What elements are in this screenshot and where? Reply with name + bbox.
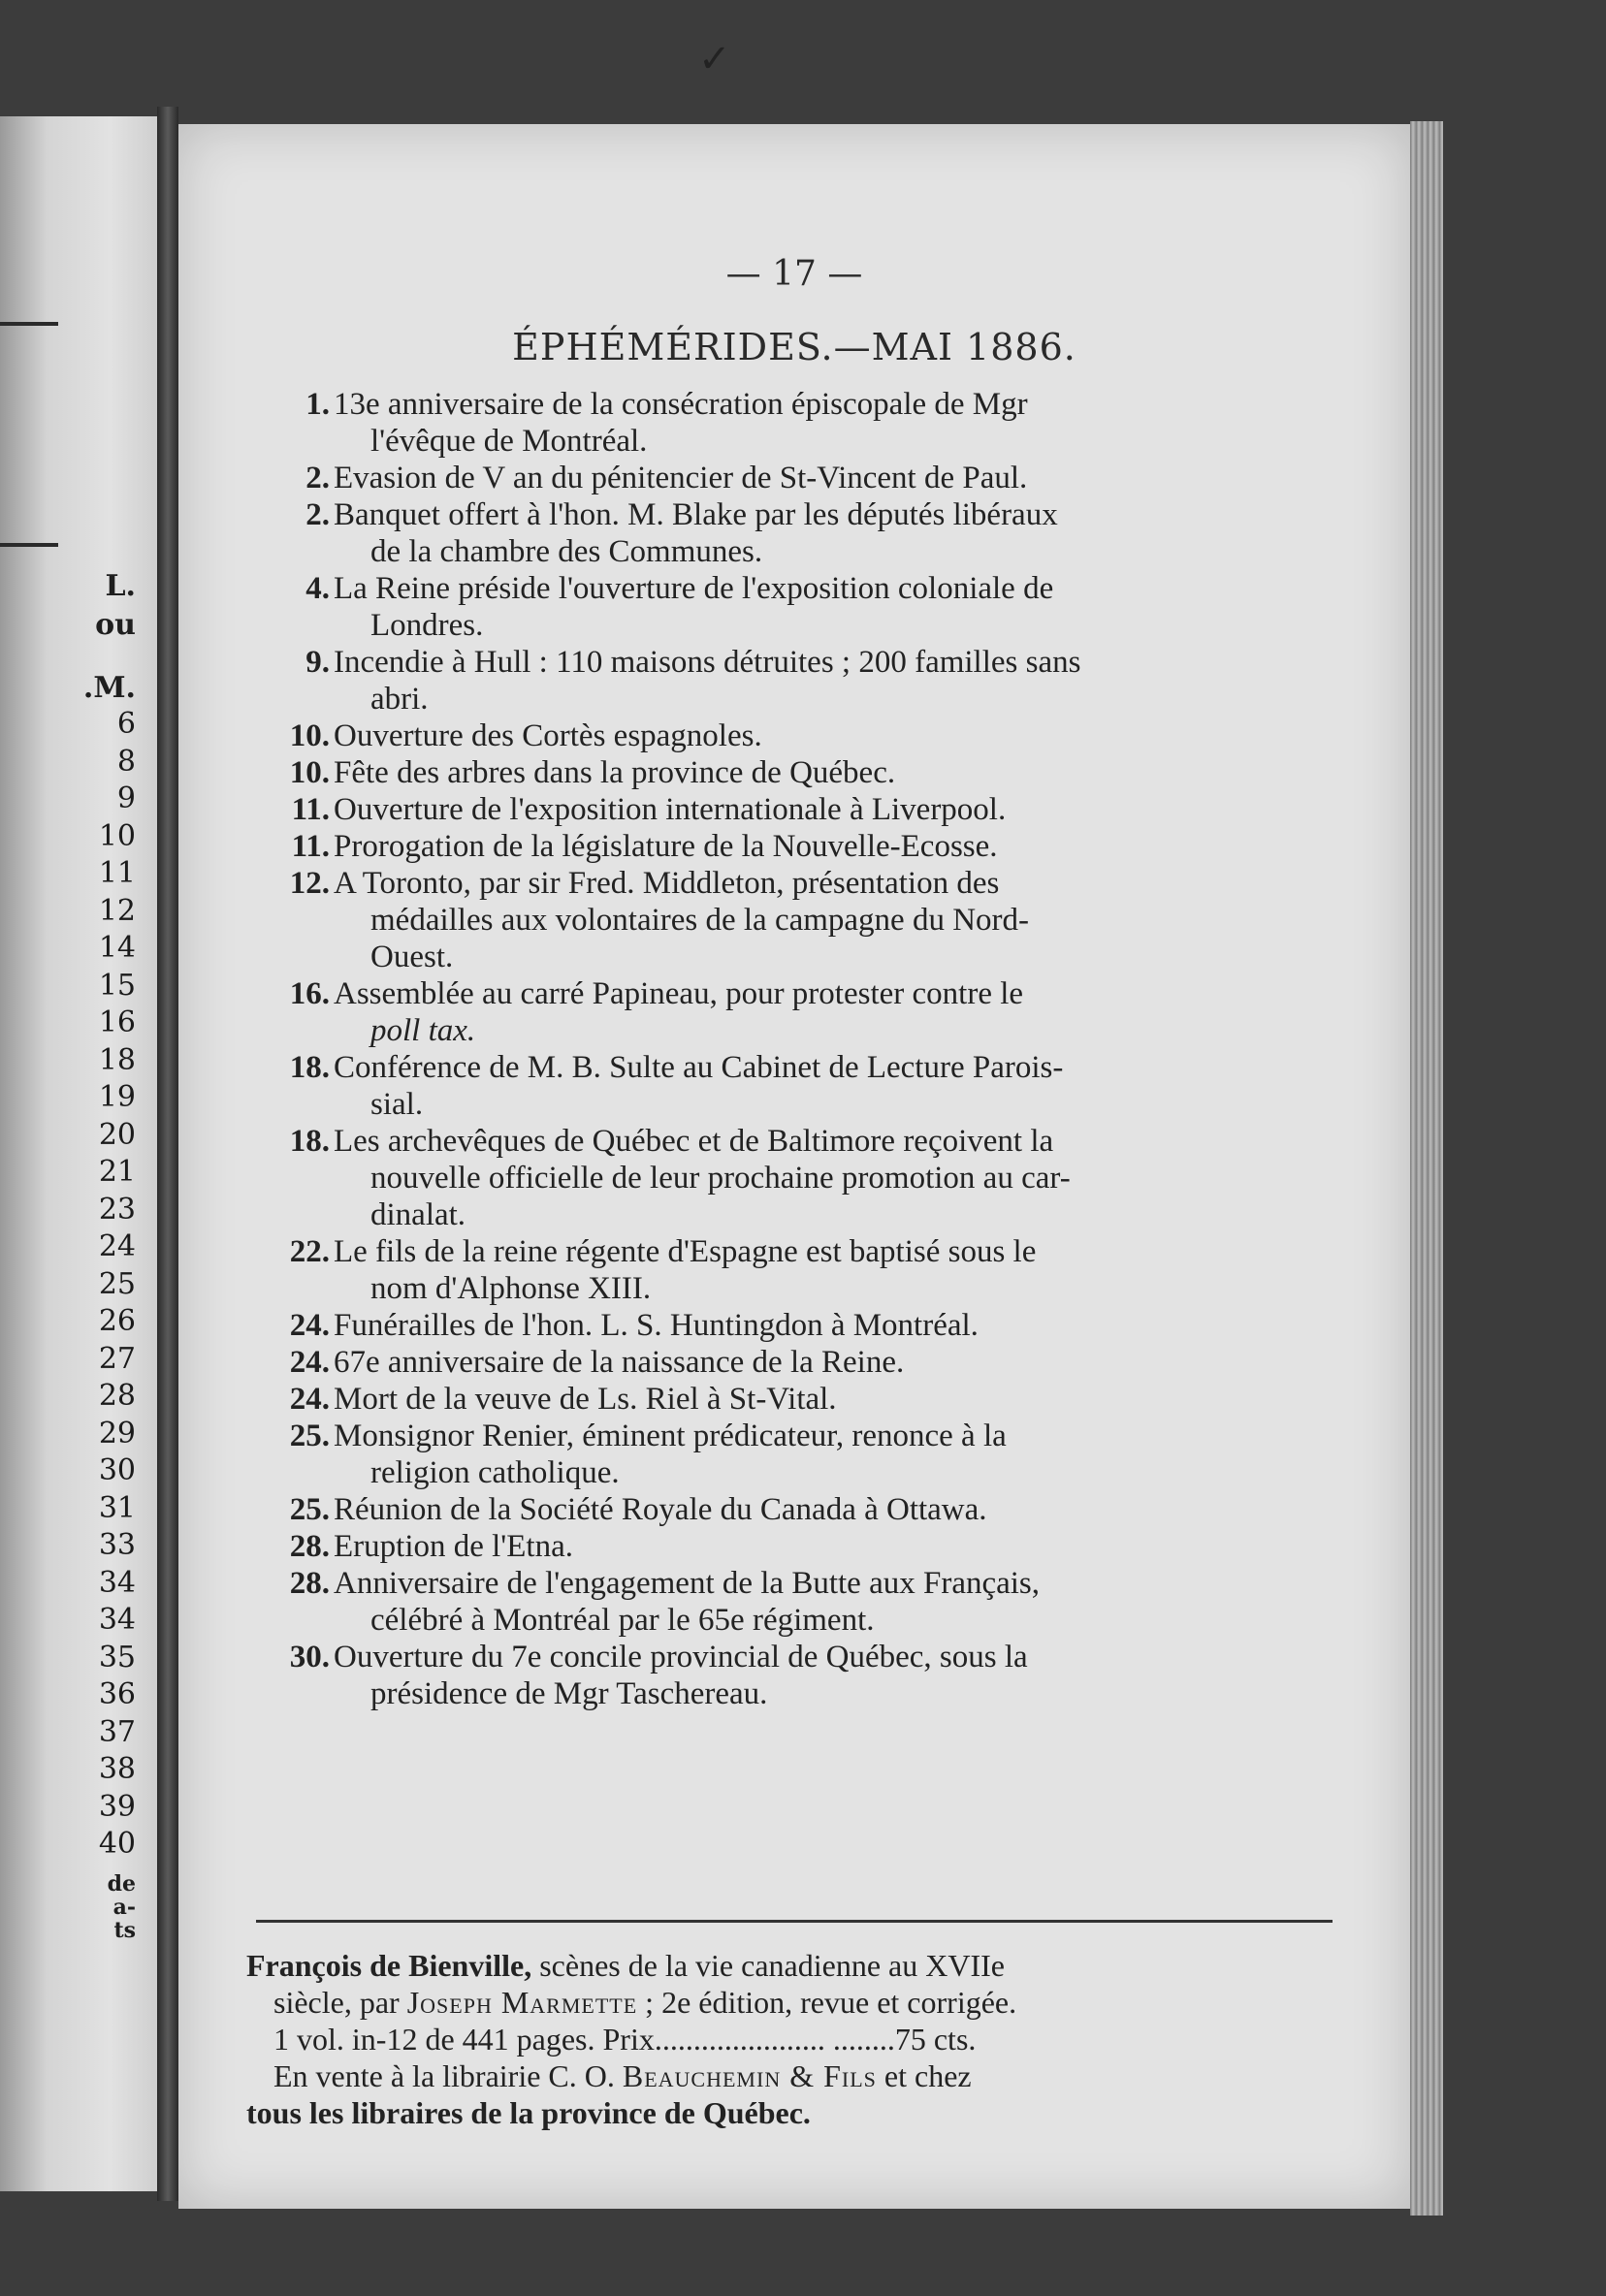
facing-page-number: 38 <box>98 1752 136 1786</box>
entry-line: Ouverture de l'exposition internationale à Liverpool. <box>334 792 1007 827</box>
facing-page-number: 27 <box>98 1341 136 1376</box>
facing-page-number: 11 <box>98 856 136 890</box>
entry-line: Les archevêques de Québec et de Baltimore reçoivent la <box>334 1124 1054 1159</box>
facing-page-number: 35 <box>98 1640 136 1674</box>
entry-line: La Reine préside l'ouverture de l'exposition coloniale de <box>334 571 1054 606</box>
scan-mark: ✓ <box>698 37 731 81</box>
ad-line <box>246 1947 1342 1984</box>
ephemeris-entry <box>275 718 1362 754</box>
ephemeris-entry <box>275 754 1362 791</box>
entry-line: dinalat. <box>370 1197 466 1232</box>
entry-line: Le fils de la reine régente d'Espagne est baptisé sous le <box>334 1234 1037 1269</box>
facing-page-number: 24 <box>98 1229 136 1263</box>
ephemeris-entry <box>275 1233 1362 1307</box>
entry-line: présidence de Mgr Taschereau. <box>370 1676 768 1711</box>
entry-line: Anniversaire de l'engagement de la Butte aux Français, <box>334 1566 1041 1601</box>
facing-page-number: 36 <box>98 1677 136 1711</box>
entry-day: 2. <box>305 497 330 532</box>
entry-day: 24. <box>289 1382 330 1417</box>
facing-page-number: 20 <box>98 1117 136 1152</box>
entry-text <box>334 1491 1362 1528</box>
page-edge <box>1410 121 1443 2216</box>
ephemeris-entry <box>275 644 1362 718</box>
ad-author: Joseph Marmette <box>406 1985 638 2020</box>
entry-line: sial. <box>370 1087 424 1122</box>
entry-day: 28. <box>289 1566 330 1601</box>
facing-page-number: 34 <box>98 1603 136 1637</box>
entry-text <box>334 1639 1362 1712</box>
entry-text <box>334 718 1362 754</box>
entry-line: Ouverture du 7e concile provincial de Québec, sous la <box>334 1640 1028 1674</box>
ephemeris-entry <box>275 460 1362 496</box>
ephemeris-entry <box>275 1123 1362 1233</box>
entry-line: Ouverture des Cortès espagnoles. <box>334 718 762 753</box>
entry-day: 18. <box>289 1124 330 1159</box>
facing-page-text: .M. <box>82 671 136 705</box>
ephemeris-entry <box>275 496 1362 570</box>
entry-day: 11. <box>291 829 330 864</box>
entry-day: 9. <box>305 645 330 680</box>
entry-line: Incendie à Hull : 110 maisons détruites ; 200 familles sans <box>334 645 1081 680</box>
book-advertisement <box>246 1947 1342 2131</box>
entry-day: 12. <box>289 866 330 901</box>
entry-line: nom d'Alphonse XIII. <box>370 1271 652 1306</box>
entry-text <box>334 1344 1362 1381</box>
ad-text: et chez <box>876 2058 972 2093</box>
ad-text: ; 2e édition, revue et corrigée. <box>637 1985 1017 2020</box>
entry-line: religion catholique. <box>370 1455 620 1490</box>
entry-line: célébré à Montréal par le 65e régiment. <box>370 1603 875 1638</box>
entry-line: Ouest. <box>370 940 454 974</box>
facing-page-number: 6 <box>116 707 136 741</box>
book-gutter <box>157 107 178 2201</box>
entry-text <box>334 1233 1362 1307</box>
entry-text <box>334 1418 1362 1491</box>
facing-page-text: L. <box>105 569 136 603</box>
facing-page-text: ts <box>113 1918 136 1943</box>
entry-line: Fête des arbres dans la province de Québec. <box>334 755 896 790</box>
entry-day: 30. <box>289 1640 330 1674</box>
ephemeris-entry <box>275 828 1362 865</box>
facing-page-number: 31 <box>98 1490 136 1525</box>
facing-page-number: 10 <box>98 818 136 853</box>
ephemeris-entry <box>275 1344 1362 1381</box>
ephemeris-entry <box>275 1307 1362 1344</box>
facing-page-number: 37 <box>98 1714 136 1749</box>
entry-day: 18. <box>289 1050 330 1085</box>
entry-day: 24. <box>289 1308 330 1343</box>
ephemeris-entry <box>275 1418 1362 1491</box>
facing-page-number: 23 <box>98 1192 136 1227</box>
entry-line: médailles aux volontaires de la campagne du Nord- <box>370 903 1030 938</box>
entry-line: Assemblée au carré Papineau, pour protester contre le <box>334 976 1024 1011</box>
facing-page-number: 21 <box>98 1155 136 1189</box>
ephemeris-entry <box>275 1565 1362 1639</box>
entry-text <box>334 791 1362 828</box>
ephemeris-entry <box>275 975 1362 1049</box>
entry-line: nouvelle officielle de leur prochaine promotion au car- <box>370 1161 1071 1196</box>
ephemeris-entry <box>275 1639 1362 1712</box>
entry-line: l'évêque de Montréal. <box>370 424 648 459</box>
facing-page-rule <box>0 543 58 547</box>
ephemeris-entry <box>275 1528 1362 1565</box>
facing-page-rule <box>0 322 58 326</box>
book-page <box>178 124 1410 2209</box>
ad-book-title: François de Bienville, <box>246 1948 532 1983</box>
entry-text <box>334 1049 1362 1123</box>
ad-text: scènes de la vie canadienne au XVIIe <box>531 1948 1005 1983</box>
entry-day: 10. <box>289 755 330 790</box>
ephemeris-entry <box>275 1049 1362 1123</box>
facing-page-number: 33 <box>98 1528 136 1562</box>
entry-day: 22. <box>289 1234 330 1269</box>
entry-line: Funérailles de l'hon. L. S. Huntingdon à Montréal. <box>334 1308 979 1343</box>
ad-text: siècle, par <box>273 1985 407 2020</box>
entry-line: Réunion de la Société Royale du Canada à Ottawa. <box>334 1492 987 1527</box>
facing-page-number: 39 <box>98 1789 136 1824</box>
ad-publisher: Beauchemin & Fils <box>622 2058 877 2093</box>
entry-line: Prorogation de la législature de la Nouvelle-Ecosse. <box>334 829 998 864</box>
entry-text <box>334 570 1362 644</box>
facing-page-number: 12 <box>98 893 136 928</box>
facing-page-text: a- <box>112 1895 136 1920</box>
facing-page-number: 26 <box>98 1304 136 1338</box>
entry-line: 67e anniversaire de la naissance de la Reine. <box>334 1345 905 1380</box>
entry-day: 25. <box>289 1492 330 1527</box>
entry-text <box>334 1123 1362 1233</box>
entry-day: 4. <box>305 571 330 606</box>
entry-day: 28. <box>289 1529 330 1564</box>
entry-text <box>334 975 1362 1049</box>
ad-line <box>246 2057 1342 2094</box>
facing-page-text: de <box>107 1871 136 1897</box>
entry-text <box>334 644 1362 718</box>
entry-line: poll tax. <box>370 1013 476 1048</box>
facing-page-number: 8 <box>116 744 136 779</box>
page-title: ÉPHÉMÉRIDES.—MAI 1886. <box>512 326 1076 368</box>
ephemeris-entry <box>275 386 1362 460</box>
facing-page-number: 9 <box>116 781 136 815</box>
entry-text <box>334 460 1362 496</box>
facing-page-number: 28 <box>98 1379 136 1413</box>
entry-day: 24. <box>289 1345 330 1380</box>
ephemeris-entry <box>275 1491 1362 1528</box>
entry-line: abri. <box>370 682 429 717</box>
entry-line: Banquet offert à l'hon. M. Blake par les députés libéraux <box>334 497 1058 532</box>
entry-text <box>334 386 1362 460</box>
facing-page-number: 40 <box>98 1827 136 1861</box>
entry-day: 2. <box>305 461 330 495</box>
facing-page-number: 18 <box>98 1042 136 1077</box>
entry-line: Londres. <box>370 608 484 643</box>
entry-line: de la chambre des Communes. <box>370 534 763 569</box>
entry-text <box>334 828 1362 865</box>
entry-line: 13e anniversaire de la consécration épiscopale de Mgr <box>334 387 1028 422</box>
ad-price-line: 1 vol. in-12 de 441 pages. Prix...................... ........75 cts. <box>273 2022 977 2057</box>
entry-text <box>334 1528 1362 1565</box>
facing-page-number: 14 <box>98 931 136 965</box>
ephemeris-entry <box>275 570 1362 644</box>
entry-text <box>334 1307 1362 1344</box>
facing-page-number: 30 <box>98 1453 136 1487</box>
entry-line: Monsignor Renier, éminent prédicateur, renonce à la <box>334 1419 1007 1453</box>
entry-text <box>334 865 1362 975</box>
ad-line: tous les libraires de la province de Québec. <box>246 2095 811 2130</box>
ad-line <box>246 1984 1342 2021</box>
facing-page-fragment <box>0 116 157 2191</box>
ephemeris-entry <box>275 1381 1362 1418</box>
entry-text <box>334 496 1362 570</box>
entry-line: A Toronto, par sir Fred. Middleton, présentation des <box>334 866 1000 901</box>
entry-text <box>334 754 1362 791</box>
facing-page-text: ou <box>95 608 136 642</box>
facing-page-number: 16 <box>98 1005 136 1039</box>
facing-page-number: 29 <box>98 1416 136 1451</box>
entry-day: 25. <box>289 1419 330 1453</box>
facing-page-number: 15 <box>98 968 136 1003</box>
ephemerides-list <box>275 386 1362 1712</box>
facing-page-number: 25 <box>98 1266 136 1301</box>
entry-line: Conférence de M. B. Sulte au Cabinet de Lecture Parois- <box>334 1050 1064 1085</box>
section-divider <box>256 1920 1333 1923</box>
entry-line: Eruption de l'Etna. <box>334 1529 573 1564</box>
entry-day: 16. <box>289 976 330 1011</box>
ephemeris-entry <box>275 865 1362 975</box>
ad-text: En vente à la librairie C. O. <box>273 2058 623 2093</box>
entry-line: Mort de la veuve de Ls. Riel à St-Vital. <box>334 1382 837 1417</box>
entry-day: 1. <box>305 387 330 422</box>
entry-day: 11. <box>291 792 330 827</box>
facing-page-number: 19 <box>98 1080 136 1114</box>
entry-day: 10. <box>289 718 330 753</box>
page-number: — 17 — <box>725 254 863 294</box>
entry-text <box>334 1565 1362 1639</box>
entry-text <box>334 1381 1362 1418</box>
entry-line: Evasion de V an du pénitencier de St-Vincent de Paul. <box>334 461 1028 495</box>
ephemeris-entry <box>275 791 1362 828</box>
facing-page-number: 34 <box>98 1565 136 1600</box>
